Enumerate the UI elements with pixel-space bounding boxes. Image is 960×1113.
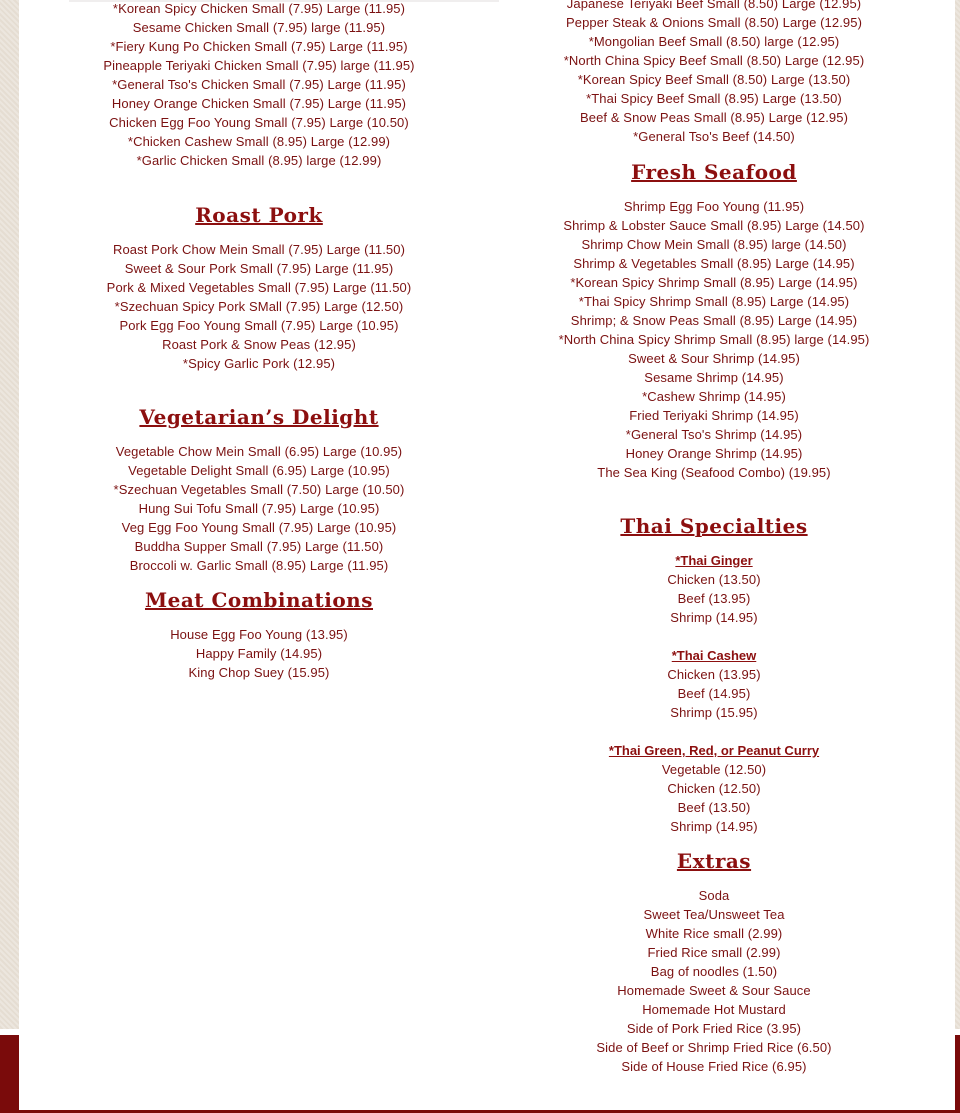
menu-item: *Fiery Kung Po Chicken Small (7.95) Large (11.95) (110, 39, 408, 54)
beef-section (504, 0, 924, 146)
menu-item: Vegetable (12.50) (661, 762, 767, 777)
menu-item: Side of Pork Fried Rice (3.95) (626, 1021, 802, 1036)
menu-item: Sesame Shrimp (14.95) (644, 370, 784, 385)
menu-item: *Szechuan Vegetables Small (7.50) Large (10.50) (113, 482, 405, 497)
roast-pork-section (49, 240, 469, 373)
menu-item: White Rice small (2.99) (645, 926, 783, 941)
section-heading-roast-pork: Roast Pork (195, 203, 323, 227)
meat-combinations-section (49, 625, 469, 682)
menu-item: Fried Teriyaki Shrimp (14.95) (629, 408, 799, 423)
menu-item: *Chicken Cashew Small (8.95) Large (12.99) (127, 134, 391, 149)
menu-item: Shrimp (14.95) (670, 819, 758, 834)
vegetarian-section (49, 442, 469, 575)
menu-item: Honey Orange Chicken Small (7.95) Large (11.95) (111, 96, 407, 111)
menu-item: Sweet & Sour Shrimp (14.95) (628, 351, 800, 366)
menu-item: Pepper Steak & Onions Small (8.50) Large (12.95) (565, 15, 862, 30)
menu-item: Honey Orange Shrimp (14.95) (625, 446, 803, 461)
menu-item: *Garlic Chicken Small (8.95) large (12.99) (136, 153, 382, 168)
subheading-thai-cashew: *Thai Cashew (671, 648, 757, 663)
menu-item: Sesame Chicken Small (7.95) large (11.95) (132, 20, 386, 35)
menu-item: House Egg Foo Young (13.95) (170, 627, 348, 642)
seafood-section (504, 197, 924, 482)
menu-item: Chicken (13.50) (667, 572, 761, 587)
menu-item: Homemade Sweet & Sour Sauce (617, 983, 811, 998)
menu-item: Side of House Fried Rice (6.95) (621, 1059, 807, 1074)
menu-item: Bag of noodles (1.50) (650, 964, 778, 979)
menu-item: *Korean Spicy Beef Small (8.50) Large (13.50) (577, 72, 851, 87)
menu-item: *Korean Spicy Chicken Small (7.95) Large (11.95) (112, 1, 406, 16)
menu-item: *Cashew Shrimp (14.95) (642, 389, 786, 404)
menu-item: Pork Egg Foo Young Small (7.95) Large (10.95) (119, 318, 399, 333)
menu-item: *Mongolian Beef Small (8.50) large (12.95) (588, 34, 840, 49)
menu-item: Shrimp; & Snow Peas Small (8.95) Large (14.95) (570, 313, 858, 328)
menu-item: *Spicy Garlic Pork (12.95) (182, 356, 336, 371)
menu-item: Shrimp Egg Foo Young (11.95) (623, 199, 805, 214)
section-heading-fresh-seafood: Fresh Seafood (631, 160, 797, 184)
section-heading-meat-combinations: Meat Combinations (144, 588, 373, 612)
menu-item: Chicken Egg Foo Young Small (7.95) Large (10.50) (109, 115, 409, 130)
menu-item: Japanese Teriyaki Beef Small (8.50) Large (12.95) (566, 0, 862, 11)
menu-item: Shrimp & Vegetables Small (8.95) Large (14.95) (573, 256, 855, 271)
menu-item: Vegetable Delight Small (6.95) Large (10.95) (128, 463, 390, 478)
menu-item: Buddha Supper Small (7.95) Large (11.50) (134, 539, 384, 554)
menu-item: Fried Rice small (2.99) (647, 945, 781, 960)
menu-column-left (49, 0, 469, 682)
menu-item: Shrimp Chow Mein Small (8.95) large (14.50) (581, 237, 847, 252)
menu-item: Veg Egg Foo Young Small (7.95) Large (10.95) (121, 520, 397, 535)
menu-item: *North China Spicy Beef Small (8.50) Large (12.95) (563, 53, 865, 68)
menu-item: Vegetable Chow Mein Small (6.95) Large (10.95) (115, 444, 403, 459)
menu-item: *General Tso's Beef (14.50) (633, 129, 795, 144)
menu-item: Hung Sui Tofu Small (7.95) Large (10.95) (138, 501, 380, 516)
menu-item: Side of Beef or Shrimp Fried Rice (6.50) (596, 1040, 832, 1055)
menu-item: Sweet & Sour Pork Small (7.95) Large (11.95) (124, 261, 394, 276)
menu-item: Homemade Hot Mustard (642, 1002, 786, 1017)
menu-column-right (504, 0, 924, 1076)
menu-item: *General Tso's Shrimp (14.95) (625, 427, 803, 442)
menu-item: *Szechuan Spicy Pork SMall (7.95) Large (12.50) (114, 299, 404, 314)
section-heading-thai-specialties: Thai Specialties (620, 514, 808, 538)
thai-section (504, 551, 924, 836)
menu-item: Beef (13.50) (677, 800, 751, 815)
chicken-section (49, 0, 469, 170)
menu-item: *Korean Spicy Shrimp Small (8.95) Large (14.95) (570, 275, 858, 290)
menu-item: Roast Pork & Snow Peas (12.95) (162, 337, 356, 352)
section-heading-vegetarian: Vegetarian’s Delight (139, 405, 379, 429)
menu-item: Happy Family (14.95) (195, 646, 323, 661)
menu-item: Shrimp (15.95) (670, 705, 758, 720)
menu-item: Pork & Mixed Vegetables Small (7.95) Large (11.50) (106, 280, 412, 295)
menu-item: Beef & Snow Peas Small (8.95) Large (12.95) (579, 110, 849, 125)
section-heading-extras: Extras (676, 849, 752, 873)
extras-section (504, 886, 924, 1076)
subheading-thai-curry: *Thai Green, Red, or Peanut Curry (608, 743, 820, 758)
menu-item: Shrimp (14.95) (670, 610, 758, 625)
menu-item: Beef (13.95) (677, 591, 751, 606)
subheading-thai-ginger: *Thai Ginger (675, 553, 753, 568)
menu-item: Chicken (12.50) (667, 781, 761, 796)
menu-item: Beef (14.95) (677, 686, 751, 701)
menu-item: *North China Spicy Shrimp Small (8.95) large (14.95) (558, 332, 870, 347)
menu-item: *General Tso's Chicken Small (7.95) Large (11.95) (112, 77, 406, 92)
menu-item: *Thai Spicy Beef Small (8.95) Large (13.50) (586, 91, 842, 106)
menu-item: Soda (698, 888, 730, 903)
menu-item: King Chop Suey (15.95) (188, 665, 330, 680)
menu-item: Sweet Tea/Unsweet Tea (643, 907, 785, 922)
menu-item: Roast Pork Chow Mein Small (7.95) Large (11.50) (112, 242, 406, 257)
menu-item: Shrimp & Lobster Sauce Small (8.95) Large (14.50) (563, 218, 865, 233)
menu-panel (19, 0, 955, 1110)
menu-item: Broccoli w. Garlic Small (8.95) Large (11.95) (129, 558, 389, 573)
menu-item: The Sea King (Seafood Combo) (19.95) (597, 465, 831, 480)
menu-item: *Thai Spicy Shrimp Small (8.95) Large (14.95) (578, 294, 850, 309)
menu-item: Chicken (13.95) (667, 667, 761, 682)
menu-item: Pineapple Teriyaki Chicken Small (7.95) large (11.95) (103, 58, 415, 73)
